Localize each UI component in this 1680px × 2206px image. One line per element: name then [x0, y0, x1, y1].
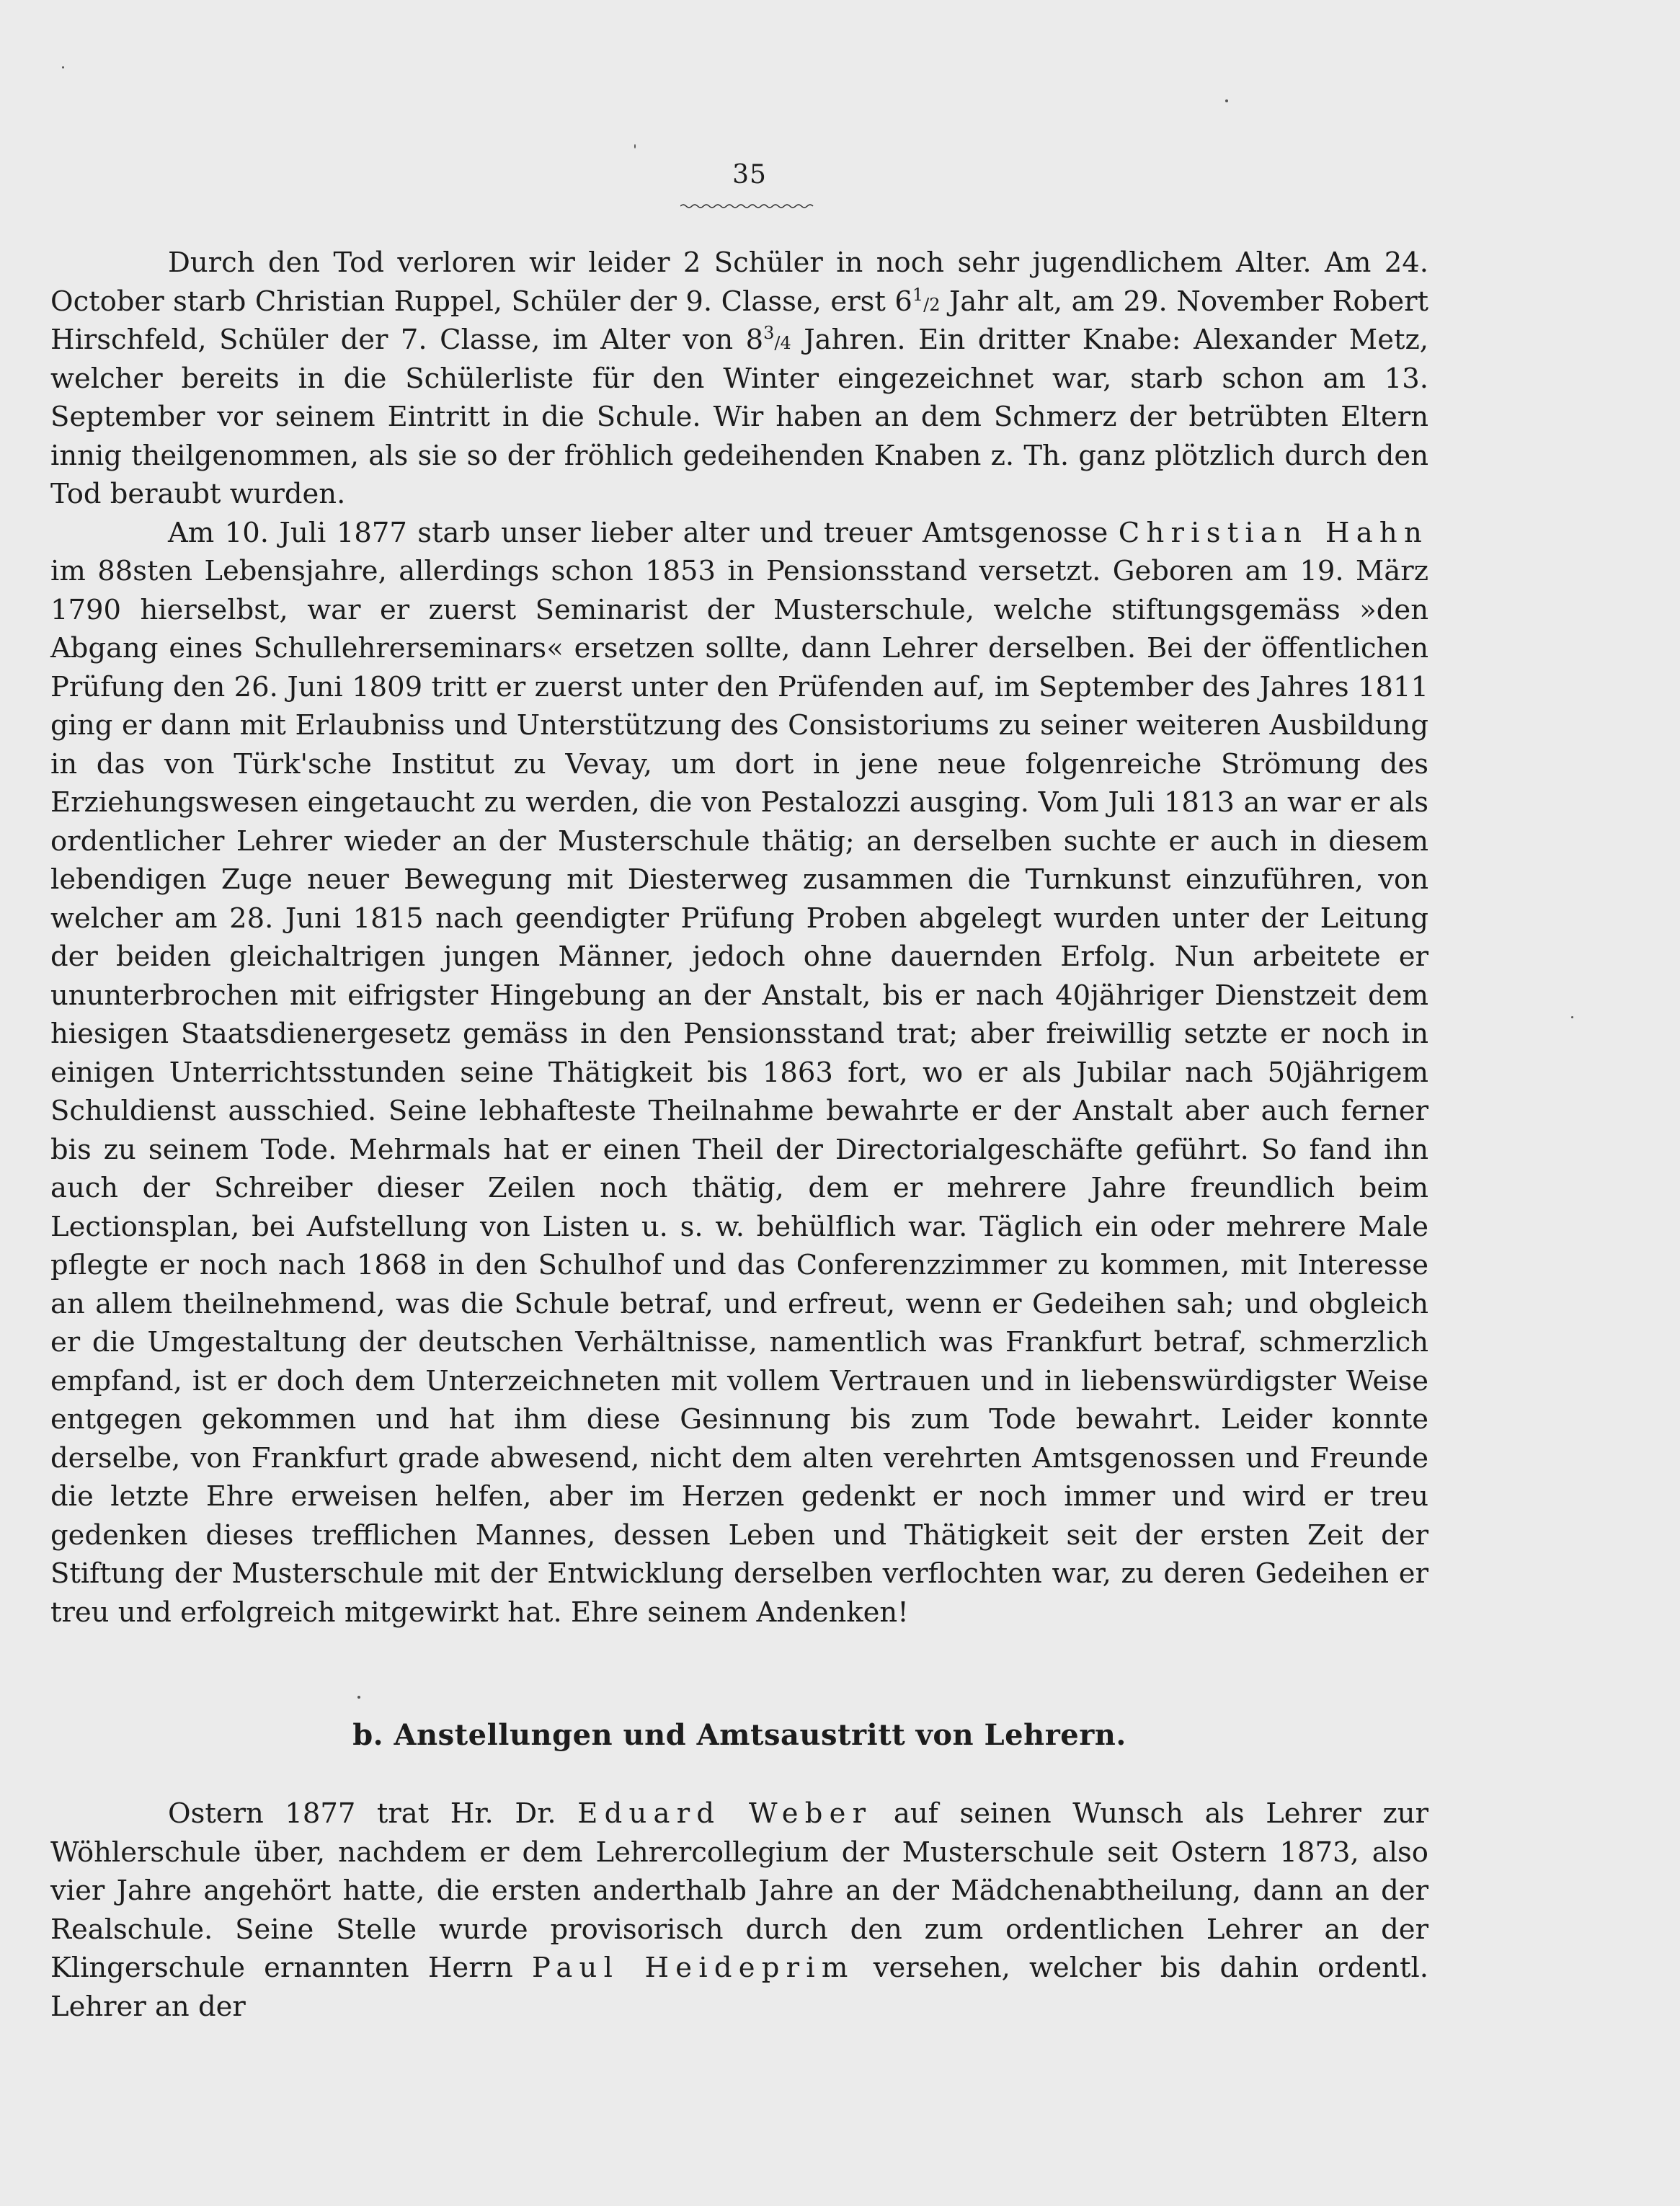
person-name: Christian Hahn	[1118, 516, 1428, 549]
print-speck	[1225, 99, 1228, 102]
text-run: Durch den Tod verloren wir leider 2 Schüler in noch sehr jugendlichem Alter. Am 24. October starb Christian Ruppel, Schüler der 9. Classe, erst 6	[50, 246, 1428, 318]
text-run: auf seinen Wunsch als Lehrer zur Wöhlerschule über, nachdem er dem Lehrercollegium der Musterschule seit Ostern 1873, also vier Jahre angehört hatte, die ersten anderthalb Jahre an der Mädchenabtheilung, dann an der Realschule. Seine Stelle wurde provisorisch durch den zum ordentlichen Lehrer an der Klingerschule ernannten Herrn	[50, 1797, 1429, 1984]
print-speck	[1571, 1016, 1573, 1018]
fraction-denominator: /4	[774, 333, 791, 353]
person-name: Eduard Weber	[577, 1797, 873, 1830]
fraction-numerator: 3	[763, 323, 775, 343]
page-number: 35	[732, 160, 767, 190]
print-speck	[357, 1696, 360, 1699]
text-run: Jahren. Ein dritter Knabe: Alexander Metz, welcher bereits in die Schülerliste für den Winter eingezeichnet war, starb schon am 13. September vor seinem Eintritt in die Schule. Wir haben an dem Schmerz der betrübten Eltern innig theilgenommen, als sie so der fröhlich gedeihenden Knaben z. Th. ganz plötzlich durch den Tod beraubt wurden.	[50, 324, 1428, 510]
fraction-numerator: 1	[912, 284, 924, 305]
paragraph-appointments	[50, 1794, 1428, 2026]
section-heading: b. Anstellungen und Amtsaustritt von Lehrern.	[352, 1718, 1126, 1752]
page-number-ornament	[680, 203, 814, 209]
necrology-section	[50, 244, 1428, 1632]
fraction-denominator: /2	[923, 294, 941, 315]
person-name: Paul Heideprim	[531, 1952, 855, 1984]
text-run: im 88sten Lebensjahre, allerdings schon 1853 in Pensionsstand versetzt. Geboren am 19. März 1790 hierselbst, war er zuerst Seminarist der Musterschule, welche stiftungsgemäss »den Abgang eines Schullehrerseminars« ersetzen sollte, dann Lehrer derselben. Bei der öffentlichen Prüfung den 26. Juni 1809 tritt er zuerst unter den Prüfenden auf, im September des Jahres 1811 ging er dann mit Erlaubniss und Unterstützung des Consistoriums zu seiner weiteren Ausbildung in das von Türk'sche Institut zu Vevay, um dort in jene neue folgenreiche Strömung des Erziehungswesen eingetaucht zu werden, die von Pestalozzi ausging. Vom Juli 1813 an war er als ordentlicher Lehrer wieder an der Musterschule thätig; an derselben suchte er auch in diesem lebendigen Zuge neuer Bewegung mit Diesterweg zusammen die Turnkunst einzuführen, von welcher am 28. Juni 1815 nach geendigter Prüfung Proben abgelegt wurden unter der Leitung der beiden gleichaltrigen jungen Männer, jedoch ohne dauernden Erfolg. Nun arbeitete er ununterbrochen mit eifrigster Hingebung an der Anstalt, bis er nach 40jähriger Dienstzeit dem hiesigen Staatsdienergesetz gemäss in den Pensionsstand trat; aber freiwillig setzte er noch in einigen Unterrichtsstunden seine Thätigkeit bis 1863 fort, wo er als Jubilar nach 50jährigem Schuldienst ausschied. Seine lebhafteste Theilnahme bewahrte er der Anstalt aber auch ferner bis zu seinem Tode. Mehrmals hat er einen Theil der Directorialgeschäfte geführt. So fand ihn auch der Schreiber dieser Zeilen noch thätig, dem er mehrere Jahre freundlich beim Lectionsplan, bei Aufstellung von Listen u. s. w. behülflich war. Täglich ein oder mehrere Male pflegte er noch nach 1868 in den Schulhof und das Conferenzzimmer zu kommen, mit Interesse an allem theilnehmend, was die Schule betraf, und erfreut, wenn er Gedeihen sah; und obgleich er die Umgestaltung der deutschen Verhältnisse, namentlich was Frankfurt betraf, schmerzlich empfand, ist er doch dem Unterzeichneten mit vollem Vertrauen und in liebenswürdigster Weise entgegen gekommen und hat ihm diese Gesinnung bis zum Tode bewahrt. Leider konnte derselbe, von Frankfurt grade abwesend, nicht dem alten verehrten Amtsgenossen und Freunde die letzte Ehre erweisen helfen, aber im Herzen gedenkt er noch immer und wird er treu gedenken dieses trefflichen Mannes, dessen Leben und Thätigkeit seit der ersten Zeit der Stiftung der Musterschule mit der Entwicklung derselben verflochten war, zu deren Gedeihen er treu und erfolgreich mitgewirkt hat. Ehre seinem Andenken!	[50, 555, 1428, 1629]
text-run: versehen, welcher bis dahin ordentl. Lehrer an der	[50, 1952, 1428, 2023]
appointments-section	[50, 1794, 1428, 2026]
text-run: Am 10. Juli 1877 starb unser lieber alter und treuer Amtsgenosse	[168, 516, 1119, 549]
print-speck	[634, 144, 636, 148]
text-run: Jahr alt, am 29. November Robert Hirschfeld, Schüler der 7. Classe, im Alter von 8	[50, 285, 1428, 356]
paragraph-christian-hahn	[50, 514, 1428, 1632]
paragraph-student-deaths	[50, 244, 1428, 514]
print-speck	[62, 66, 64, 68]
text-run: Ostern 1877 trat Hr. Dr.	[168, 1797, 578, 1830]
